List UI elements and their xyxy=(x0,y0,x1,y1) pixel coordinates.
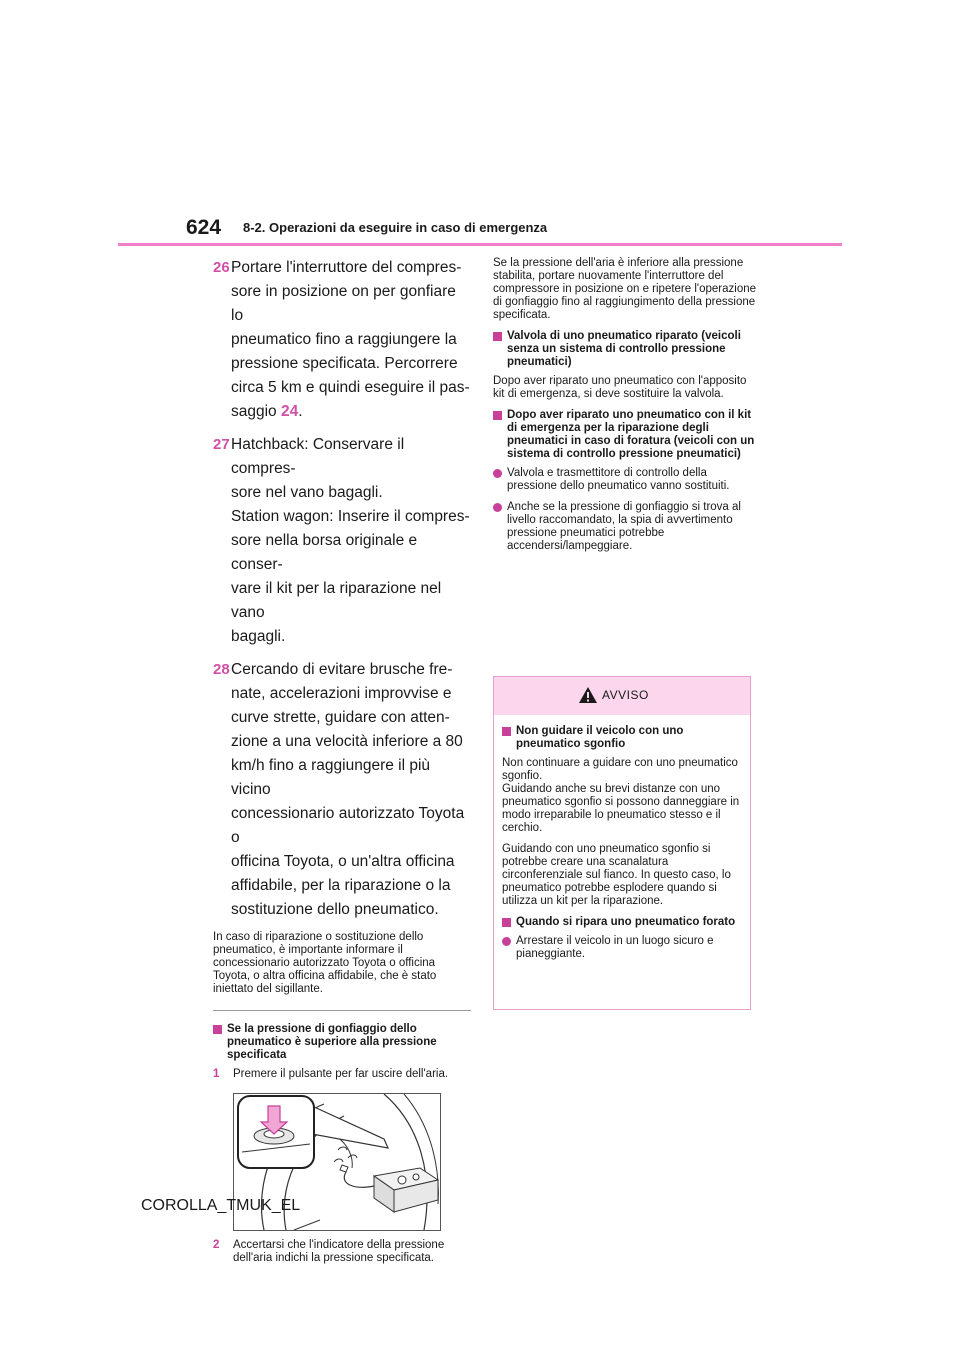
step-28 xyxy=(213,658,471,922)
page-number: 624 xyxy=(186,216,222,239)
step-line: bagagli. xyxy=(231,628,286,645)
warning-header xyxy=(494,677,750,715)
step-text: . xyxy=(298,403,303,420)
step-line: circa 5 km e quindi eseguire il pas- xyxy=(231,379,470,396)
step-reference: 24 xyxy=(280,403,299,420)
sealant-note: In caso di riparazione o sostituzione dello pneumatico, è importante informare il concessionario autorizzato Toyota o officina Toyota, o altra officina affidabile, che è stato iniettato del sigillante. xyxy=(213,931,437,995)
header-rule xyxy=(118,243,842,246)
substep-number: 2 xyxy=(213,1239,220,1251)
heading-text: Non guidare il veicolo con uno pneumatico sgonfio xyxy=(516,725,684,750)
repair-bullet-1 xyxy=(502,935,742,961)
footer-code: COROLLA_TMUK_EL xyxy=(141,1197,301,1214)
substep-text: Accertarsi che l'indicatore della pressione dell'aria indichi la pressione specificata. xyxy=(233,1239,445,1264)
square-bullet-icon xyxy=(493,332,502,341)
step-line: Station wagon: Inserire il compres- xyxy=(231,508,470,525)
bullet-text: Valvola e trasmettitore di controllo della pressione dello pneumatico vanno sostituiti. xyxy=(507,467,730,492)
step-number: 28 xyxy=(213,661,230,678)
round-bullet-icon xyxy=(493,469,502,478)
step-line: concessionario autorizzato Toyota o xyxy=(231,805,465,846)
square-bullet-icon xyxy=(213,1025,222,1034)
warning-paragraph-1: Non continuare a guidare con uno pneumatico sgonfio. xyxy=(502,757,738,782)
heading-text: Dopo aver riparato uno pneumatico con il kit di emergenza per la riparazione degli pneumatici in caso di foratura (veicoli con un sistema di controllo pressione pneumatici) xyxy=(507,409,755,460)
warning-paragraph-3: Guidando con uno pneumatico sgonfio si potrebbe creare una scanalatura circonferenziale sul fianco. In questo caso, lo pneumatico potrebbe esplodere quando si utilizza un kit per la riparazione. xyxy=(502,843,731,907)
step-line: officina Toyota, o un'altra officina xyxy=(231,853,455,870)
heading-text: Quando si ripara uno pneumatico forato xyxy=(516,916,736,928)
step-line: Cercando di evitare brusche fre- xyxy=(231,661,453,678)
tpms-bullet-2 xyxy=(493,501,757,553)
step-line: pressione specificata. Percorrere xyxy=(231,355,458,372)
step-number: 27 xyxy=(213,436,230,453)
low-pressure-paragraph: Se la pressione dell'aria è inferiore alla pressione stabilita, portare nuovamente l'interruttore del compressore in posizione on e ripetere l'operazione di gonfiaggio fino al raggiungimento della pressione specificata. xyxy=(493,257,757,321)
step-line: nate, accelerazioni improvvise e xyxy=(231,685,452,702)
tpms-heading xyxy=(493,409,757,461)
section-divider xyxy=(213,1010,471,1011)
substep-text: Premere il pulsante per far uscire dell'aria. xyxy=(233,1068,449,1080)
step-27 xyxy=(213,433,471,649)
heading-text: Valvola di uno pneumatico riparato (veicoli senza un sistema di controllo pressione pneumatici) xyxy=(507,330,741,368)
bullet-text: Arrestare il veicolo in un luogo sicuro e pianeggiante. xyxy=(516,935,714,960)
warning-triangle-icon xyxy=(578,686,598,704)
step-26 xyxy=(213,256,471,424)
step-line: sore nel vano bagagli. xyxy=(231,484,383,501)
step-line: sore nella borsa originale e conser- xyxy=(231,532,418,573)
step-line: km/h fino a raggiungere il più vicino xyxy=(231,757,431,798)
section-title: 8-2. Operazioni da eseguire in caso di emergenza xyxy=(243,220,548,235)
step-line: affidabile, per la riparazione o la xyxy=(231,877,451,894)
substep-1 xyxy=(213,1068,471,1081)
flat-tyre-heading xyxy=(502,725,742,751)
step-number: 26 xyxy=(213,259,230,276)
left-column xyxy=(213,256,471,1271)
step-line: curve strette, guidare con atten- xyxy=(231,709,450,726)
pressure-high-heading xyxy=(213,1023,471,1062)
step-line: sostituzione dello pneumatico. xyxy=(231,901,439,918)
step-line: zione a una velocità inferiore a 80 xyxy=(231,733,463,750)
step-line-last xyxy=(231,400,471,424)
valve-heading xyxy=(493,330,757,369)
warning-box xyxy=(493,676,751,1010)
step-text: saggio xyxy=(231,403,281,420)
step-line: vare il kit per la riparazione nel vano xyxy=(231,580,442,621)
bullet-text: Anche se la pressione di gonfiaggio si trova al livello raccomandato, la spia di avvertimento pressione pneumatici potrebbe accendersi/lampeggiare. xyxy=(507,501,741,552)
square-bullet-icon xyxy=(502,918,511,927)
heading-text: Se la pressione di gonfiaggio dello pneumatico è superiore alla pressione specificata xyxy=(227,1023,437,1061)
round-bullet-icon xyxy=(493,503,502,512)
warning-paragraph-2: Guidando anche su brevi distanze con uno pneumatico sgonfio si possono danneggiare in modo irreparabile lo pneumatico stesso e il cerchio. xyxy=(502,783,740,834)
warning-body xyxy=(494,715,750,961)
warning-title: AVVISO xyxy=(602,688,649,702)
tpms-bullet-1 xyxy=(493,467,757,493)
substep-2 xyxy=(213,1239,471,1265)
round-bullet-icon xyxy=(502,937,511,946)
valve-paragraph: Dopo aver riparato uno pneumatico con l'apposito kit di emergenza, si deve sostituire la valvola. xyxy=(493,375,747,400)
step-line: Hatchback: Conservare il compres- xyxy=(231,436,405,477)
repair-heading xyxy=(502,916,742,929)
square-bullet-icon xyxy=(493,411,502,420)
right-column xyxy=(493,257,757,561)
step-line: sore in posizione on per gonfiare lo xyxy=(231,283,456,324)
square-bullet-icon xyxy=(502,727,511,736)
step-line: Portare l'interruttore del compres- xyxy=(231,259,462,276)
step-line: pneumatico fino a raggiungere la xyxy=(231,331,457,348)
substep-number: 1 xyxy=(213,1068,220,1080)
